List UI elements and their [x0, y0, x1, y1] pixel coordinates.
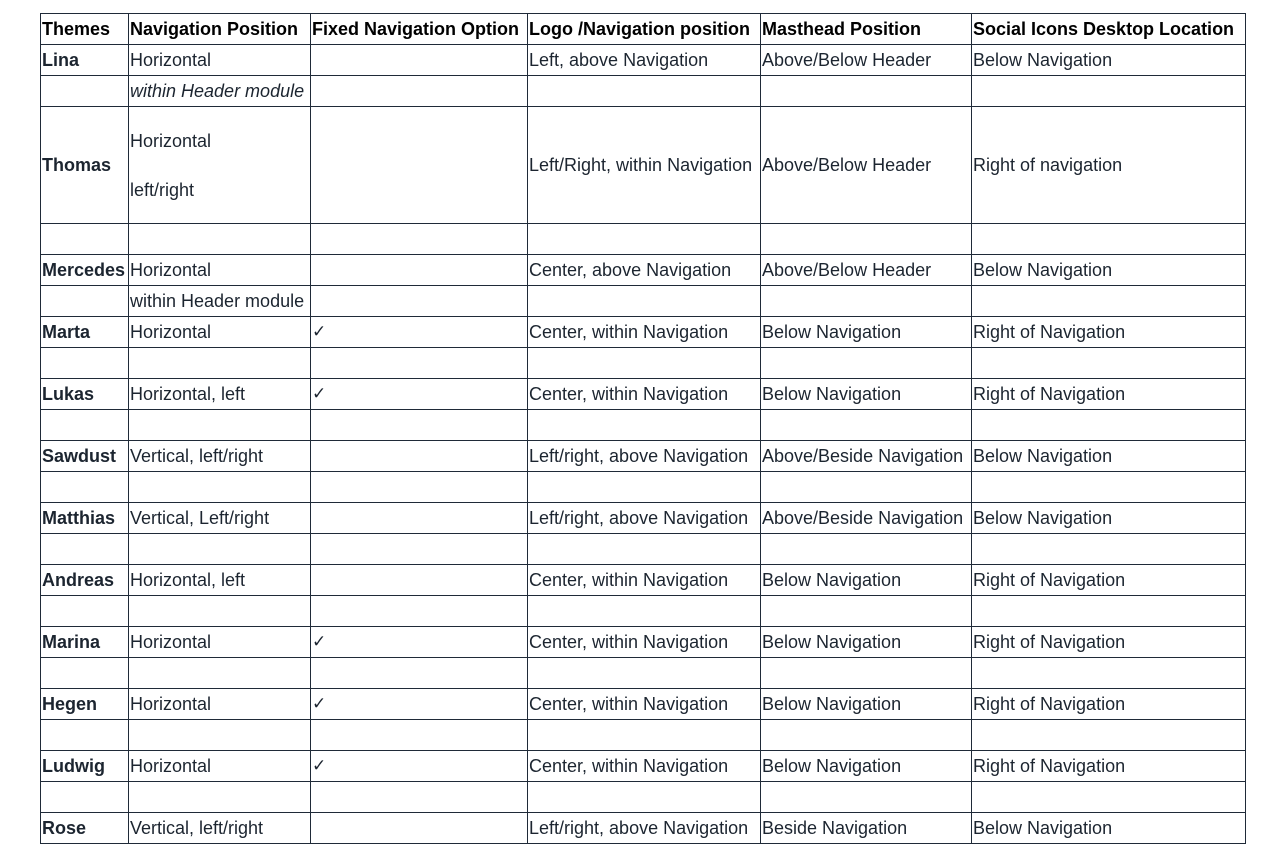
theme-name [41, 720, 129, 751]
masthead-position: Below Navigation [761, 689, 972, 720]
social-icons-location [972, 348, 1246, 379]
navigation-position: Horizontal [129, 45, 311, 76]
fixed-navigation [311, 286, 528, 317]
header-social-icons-location: Social Icons Desktop Location [972, 14, 1246, 45]
fixed-navigation [311, 472, 528, 503]
logo-navigation-position [528, 782, 761, 813]
theme-name [41, 286, 129, 317]
fixed-navigation [311, 658, 528, 689]
table-row [41, 107, 1246, 224]
table-row [41, 565, 1246, 596]
table-row [41, 689, 1246, 720]
fixed-navigation [311, 76, 528, 107]
table-row [41, 627, 1246, 658]
logo-navigation-position: Left/right, above Navigation [528, 813, 761, 844]
theme-name: Marina [41, 627, 129, 658]
masthead-position: Beside Navigation [761, 813, 972, 844]
navigation-position [129, 348, 311, 379]
header-logo-navigation-position: Logo /Navigation position [528, 14, 761, 45]
social-icons-location [972, 596, 1246, 627]
theme-name [41, 224, 129, 255]
table-row [41, 348, 1246, 379]
table-row [41, 379, 1246, 410]
check-mark-icon: ✓ [311, 317, 528, 348]
social-icons-location: Right of Navigation [972, 627, 1246, 658]
table-row [41, 317, 1246, 348]
theme-name [41, 596, 129, 627]
check-mark-icon: ✓ [311, 627, 528, 658]
theme-name [41, 472, 129, 503]
masthead-position: Above/Beside Navigation [761, 503, 972, 534]
table-row [41, 410, 1246, 441]
logo-navigation-position [528, 410, 761, 441]
navigation-position: Horizontal [129, 255, 311, 286]
logo-navigation-position [528, 720, 761, 751]
social-icons-location: Below Navigation [972, 441, 1246, 472]
table-row [41, 45, 1246, 76]
fixed-navigation [311, 348, 528, 379]
social-icons-location [972, 224, 1246, 255]
navigation-position: Horizontal [129, 751, 311, 782]
navigation-position [129, 410, 311, 441]
logo-navigation-position: Left, above Navigation [528, 45, 761, 76]
theme-name: Rose [41, 813, 129, 844]
navigation-position [129, 472, 311, 503]
theme-name [41, 782, 129, 813]
masthead-position [761, 658, 972, 689]
theme-name: Sawdust [41, 441, 129, 472]
fixed-navigation [311, 534, 528, 565]
theme-name: Hegen [41, 689, 129, 720]
masthead-position [761, 410, 972, 441]
theme-name: Marta [41, 317, 129, 348]
masthead-position [761, 782, 972, 813]
logo-navigation-position [528, 534, 761, 565]
masthead-position [761, 596, 972, 627]
logo-navigation-position [528, 286, 761, 317]
masthead-position: Below Navigation [761, 627, 972, 658]
theme-name: Lina [41, 45, 129, 76]
social-icons-location [972, 76, 1246, 107]
social-icons-location [972, 286, 1246, 317]
masthead-position: Below Navigation [761, 565, 972, 596]
table-row [41, 441, 1246, 472]
fixed-navigation [311, 503, 528, 534]
social-icons-location [972, 658, 1246, 689]
theme-name: Ludwig [41, 751, 129, 782]
theme-name [41, 76, 129, 107]
masthead-position [761, 720, 972, 751]
fixed-navigation [311, 441, 528, 472]
navigation-position [129, 224, 311, 255]
masthead-position [761, 348, 972, 379]
navigation-position: Horizontal, left [129, 379, 311, 410]
social-icons-location [972, 472, 1246, 503]
masthead-position [761, 534, 972, 565]
header-navigation-position: Navigation Position [129, 14, 311, 45]
header-masthead-position: Masthead Position [761, 14, 972, 45]
check-mark-icon: ✓ [311, 379, 528, 410]
masthead-position: Below Navigation [761, 751, 972, 782]
navigation-position: Horizontal [129, 627, 311, 658]
table-row [41, 720, 1246, 751]
theme-name [41, 410, 129, 441]
social-icons-location [972, 410, 1246, 441]
table-row [41, 255, 1246, 286]
social-icons-location: Right of Navigation [972, 751, 1246, 782]
table-row [41, 286, 1246, 317]
navigation-position [129, 534, 311, 565]
fixed-navigation [311, 720, 528, 751]
theme-name: Mercedes [41, 255, 129, 286]
navigation-position: Vertical, left/right [129, 441, 311, 472]
header-row [41, 14, 1246, 45]
fixed-navigation [311, 224, 528, 255]
fixed-navigation [311, 45, 528, 76]
masthead-position: Below Navigation [761, 379, 972, 410]
theme-name [41, 534, 129, 565]
social-icons-location [972, 782, 1246, 813]
table-row [41, 76, 1246, 107]
navigation-position: within Header module [129, 286, 311, 317]
fixed-navigation [311, 596, 528, 627]
themes-table [40, 13, 1246, 844]
masthead-position [761, 286, 972, 317]
logo-navigation-position: Center, within Navigation [528, 627, 761, 658]
masthead-position [761, 472, 972, 503]
theme-name [41, 658, 129, 689]
table-row [41, 472, 1246, 503]
social-icons-location: Below Navigation [972, 45, 1246, 76]
masthead-position: Above/Below Header [761, 107, 972, 224]
theme-name [41, 348, 129, 379]
table-row [41, 782, 1246, 813]
social-icons-location [972, 720, 1246, 751]
logo-navigation-position: Center, within Navigation [528, 565, 761, 596]
table-row [41, 224, 1246, 255]
fixed-navigation [311, 565, 528, 596]
social-icons-location: Right of Navigation [972, 565, 1246, 596]
masthead-position: Above/Beside Navigation [761, 441, 972, 472]
logo-navigation-position [528, 596, 761, 627]
navigation-position [129, 720, 311, 751]
theme-name: Matthias [41, 503, 129, 534]
logo-navigation-position: Left/Right, within Navigation [528, 107, 761, 224]
logo-navigation-position [528, 472, 761, 503]
table-row [41, 534, 1246, 565]
masthead-position: Below Navigation [761, 317, 972, 348]
fixed-navigation [311, 782, 528, 813]
social-icons-location: Below Navigation [972, 813, 1246, 844]
logo-navigation-position [528, 76, 761, 107]
table-row [41, 503, 1246, 534]
theme-name: Thomas [41, 107, 129, 224]
logo-navigation-position: Center, within Navigation [528, 689, 761, 720]
check-mark-icon: ✓ [311, 751, 528, 782]
masthead-position: Above/Below Header [761, 45, 972, 76]
social-icons-location: Below Navigation [972, 255, 1246, 286]
header-fixed-navigation-option: Fixed Navigation Option [311, 14, 528, 45]
logo-navigation-position: Left/right, above Navigation [528, 441, 761, 472]
logo-navigation-position: Left/right, above Navigation [528, 503, 761, 534]
navigation-position: Horizontal [129, 317, 311, 348]
fixed-navigation [311, 813, 528, 844]
navigation-position: Vertical, left/right [129, 813, 311, 844]
social-icons-location [972, 534, 1246, 565]
check-mark-icon: ✓ [311, 689, 528, 720]
navigation-position-line-1: Horizontal [130, 130, 212, 151]
fixed-navigation [311, 107, 528, 224]
logo-navigation-position [528, 348, 761, 379]
social-icons-location: Right of Navigation [972, 317, 1246, 348]
social-icons-location: Right of Navigation [972, 689, 1246, 720]
social-icons-location: Right of navigation [972, 107, 1246, 224]
fixed-navigation [311, 410, 528, 441]
navigation-position: within Header module [129, 76, 311, 107]
navigation-position-line-2: left/right [130, 179, 195, 200]
table-row [41, 658, 1246, 689]
masthead-position: Above/Below Header [761, 255, 972, 286]
social-icons-location: Below Navigation [972, 503, 1246, 534]
logo-navigation-position: Center, within Navigation [528, 317, 761, 348]
fixed-navigation [311, 255, 528, 286]
logo-navigation-position: Center, above Navigation [528, 255, 761, 286]
logo-navigation-position: Center, within Navigation [528, 379, 761, 410]
navigation-position [129, 596, 311, 627]
theme-name: Lukas [41, 379, 129, 410]
navigation-position: Horizontal, left [129, 565, 311, 596]
table-row [41, 751, 1246, 782]
table-row [41, 813, 1246, 844]
logo-navigation-position: Center, within Navigation [528, 751, 761, 782]
table-row [41, 596, 1246, 627]
navigation-position [129, 658, 311, 689]
navigation-position: Vertical, Left/right [129, 503, 311, 534]
masthead-position [761, 224, 972, 255]
navigation-position [129, 107, 311, 224]
header-themes: Themes [41, 14, 129, 45]
logo-navigation-position [528, 658, 761, 689]
masthead-position [761, 76, 972, 107]
social-icons-location: Right of Navigation [972, 379, 1246, 410]
navigation-position: Horizontal [129, 689, 311, 720]
logo-navigation-position [528, 224, 761, 255]
theme-name: Andreas [41, 565, 129, 596]
navigation-position [129, 782, 311, 813]
